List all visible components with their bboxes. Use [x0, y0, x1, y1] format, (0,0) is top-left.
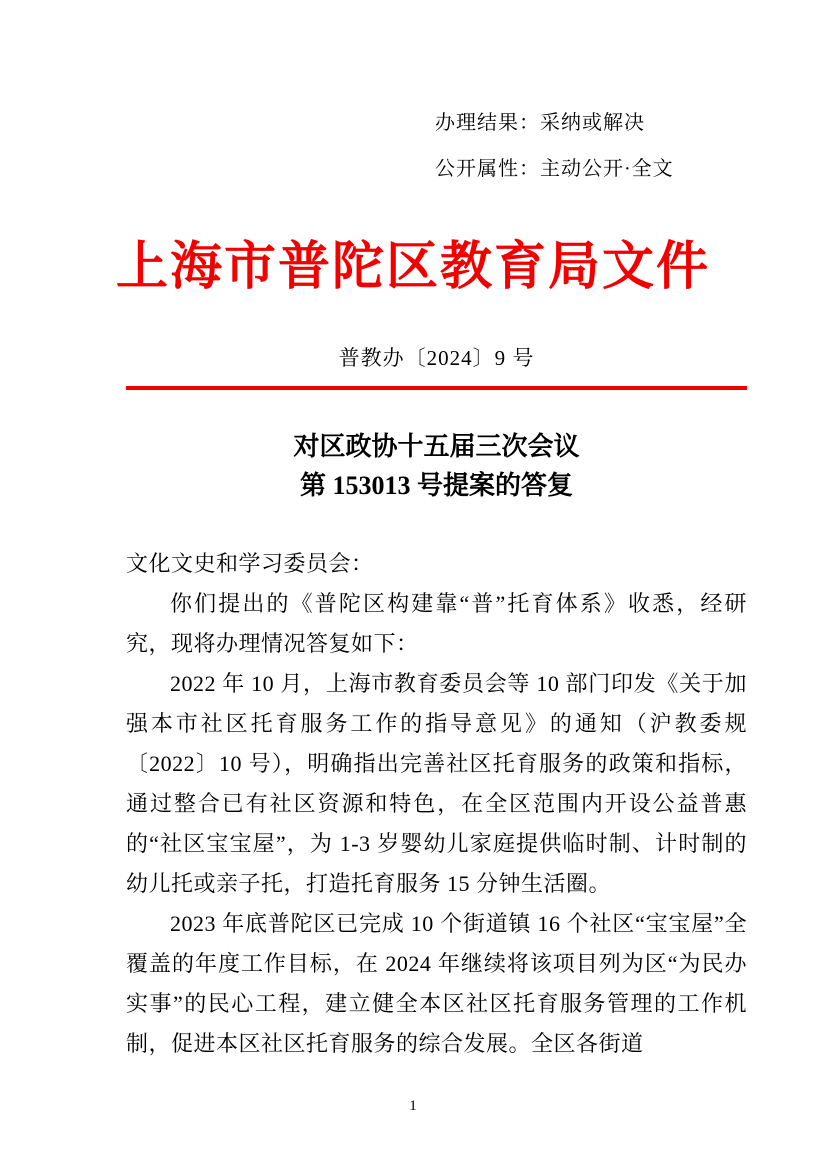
- document-title-line2: 第 153013 号提案的答复: [299, 471, 573, 500]
- body-paragraph: 你们提出的《普陀区构建靠“普”托育体系》收悉，经研究，现将办理情况答复如下：: [126, 591, 747, 656]
- letterhead-red-rule: [126, 386, 747, 390]
- publicity-attribute-line: 公开属性：主动公开·全文: [435, 158, 674, 180]
- salutation-line: 文化文史和学习委员会：: [126, 551, 374, 576]
- document-title: [126, 427, 747, 505]
- body-paragraph: 2022 年 10 月，上海市教育委员会等 10 部门印发《关于加强本市社区托育服务工作的指导意见》的通知（沪教委规〔2022〕10 号），明确指出完善社区托育服务的政策和指标，通过整合已有社区资源和特色，在全区范围内开设公益普惠的“社区宝宝屋”，为 1-3 岁婴幼儿家庭提供临时制、计时制的幼儿托或亲子托，打造托育服务 15 分钟生活圈。: [126, 671, 747, 896]
- page-number: 1: [409, 1098, 417, 1114]
- handling-meta-block: [435, 100, 674, 192]
- document-title-line1: 对区政协十五届三次会议: [293, 432, 580, 461]
- document-number: 普教办〔2024〕9 号: [338, 346, 535, 370]
- agency-letterhead-title: 上海市普陀区教育局文件: [115, 239, 710, 296]
- body-paragraph: 2023 年底普陀区已完成 10 个街道镇 16 个社区“宝宝屋”全覆盖的年度工作目标，在 2024 年继续将该项目列为区“为民办实事”的民心工程，建立健全本区社区托育服务管理的工作机制，促进本区社区托育服务的综合发展。全区各街道: [126, 911, 747, 1056]
- handling-result-line: 办理结果：采纳或解决: [435, 112, 645, 134]
- document-body: [126, 544, 747, 1064]
